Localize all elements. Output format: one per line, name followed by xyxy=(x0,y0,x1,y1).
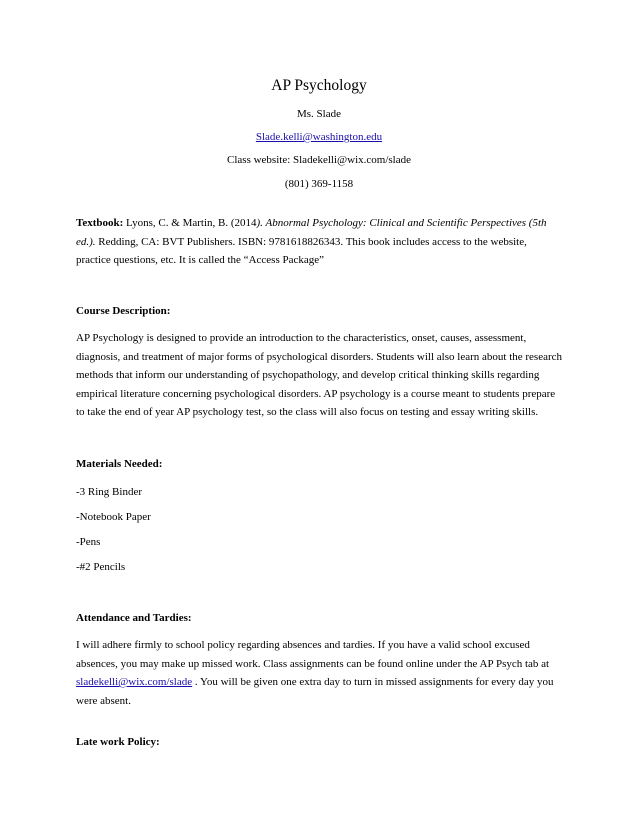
textbook-details: Redding, CA: BVT Publishers. ISBN: 9781618826343. This book includes access to the website, practice questions, etc. It is called the “Access Package” xyxy=(76,235,527,266)
materials-heading: Materials Needed: xyxy=(76,458,163,470)
textbook-section xyxy=(76,214,562,270)
attendance-text-before: I will adhere firmly to school policy regarding absences and tardies. If you have a valid school excused absences, you may make up missed work. Class assignments can be found online under the AP Psych tab at xyxy=(76,639,550,670)
materials-item: -3 Ring Binder xyxy=(76,486,142,498)
textbook-authors: Lyons, C. & Martin, B. (2014 xyxy=(123,217,257,229)
attendance-text xyxy=(76,636,562,710)
teacher-email xyxy=(0,131,638,143)
textbook-label: Textbook: xyxy=(76,217,124,229)
course-description-heading: Course Description: xyxy=(76,305,171,317)
materials-item: -Pens xyxy=(76,536,101,548)
document-title: AP Psychology xyxy=(271,77,367,94)
attendance-heading: Attendance and Tardies: xyxy=(76,612,192,624)
teacher-email-link[interactable]: Slade.kelli@washington.edu xyxy=(255,131,383,143)
course-description-text: AP Psychology is designed to provide an introduction to the characteristics, onset, causes, assessment, diagnosis, and treatment of major forms of psychological disorders. Students will also learn about the research methods that inform our understanding of psychopathology, and develop critical thinking skills regarding empirical literature concerning psychological disorders. AP psychology is a course meant to students prepare to take the end of year AP psychology test, so the class will also focus on testing and essay writing skills. xyxy=(76,332,563,418)
attendance-text-after: . You will be given one extra day to turn in missed assignments for every day you were absent. xyxy=(76,676,554,707)
late-work-heading: Late work Policy: xyxy=(76,736,160,748)
teacher-phone: (801) 369-1158 xyxy=(284,178,354,190)
class-website: Class website: Sladekelli@wix.com/slade xyxy=(227,154,411,166)
teacher-name: Ms. Slade xyxy=(297,108,341,120)
textbook-title: ). Abnormal Psychology: Clinical and Scientific Perspectives (5th ed.). xyxy=(76,217,547,248)
materials-item: -#2 Pencils xyxy=(76,561,126,573)
materials-item: -Notebook Paper xyxy=(76,511,151,523)
class-website-link[interactable]: sladekelli@wix.com/slade xyxy=(76,676,193,688)
